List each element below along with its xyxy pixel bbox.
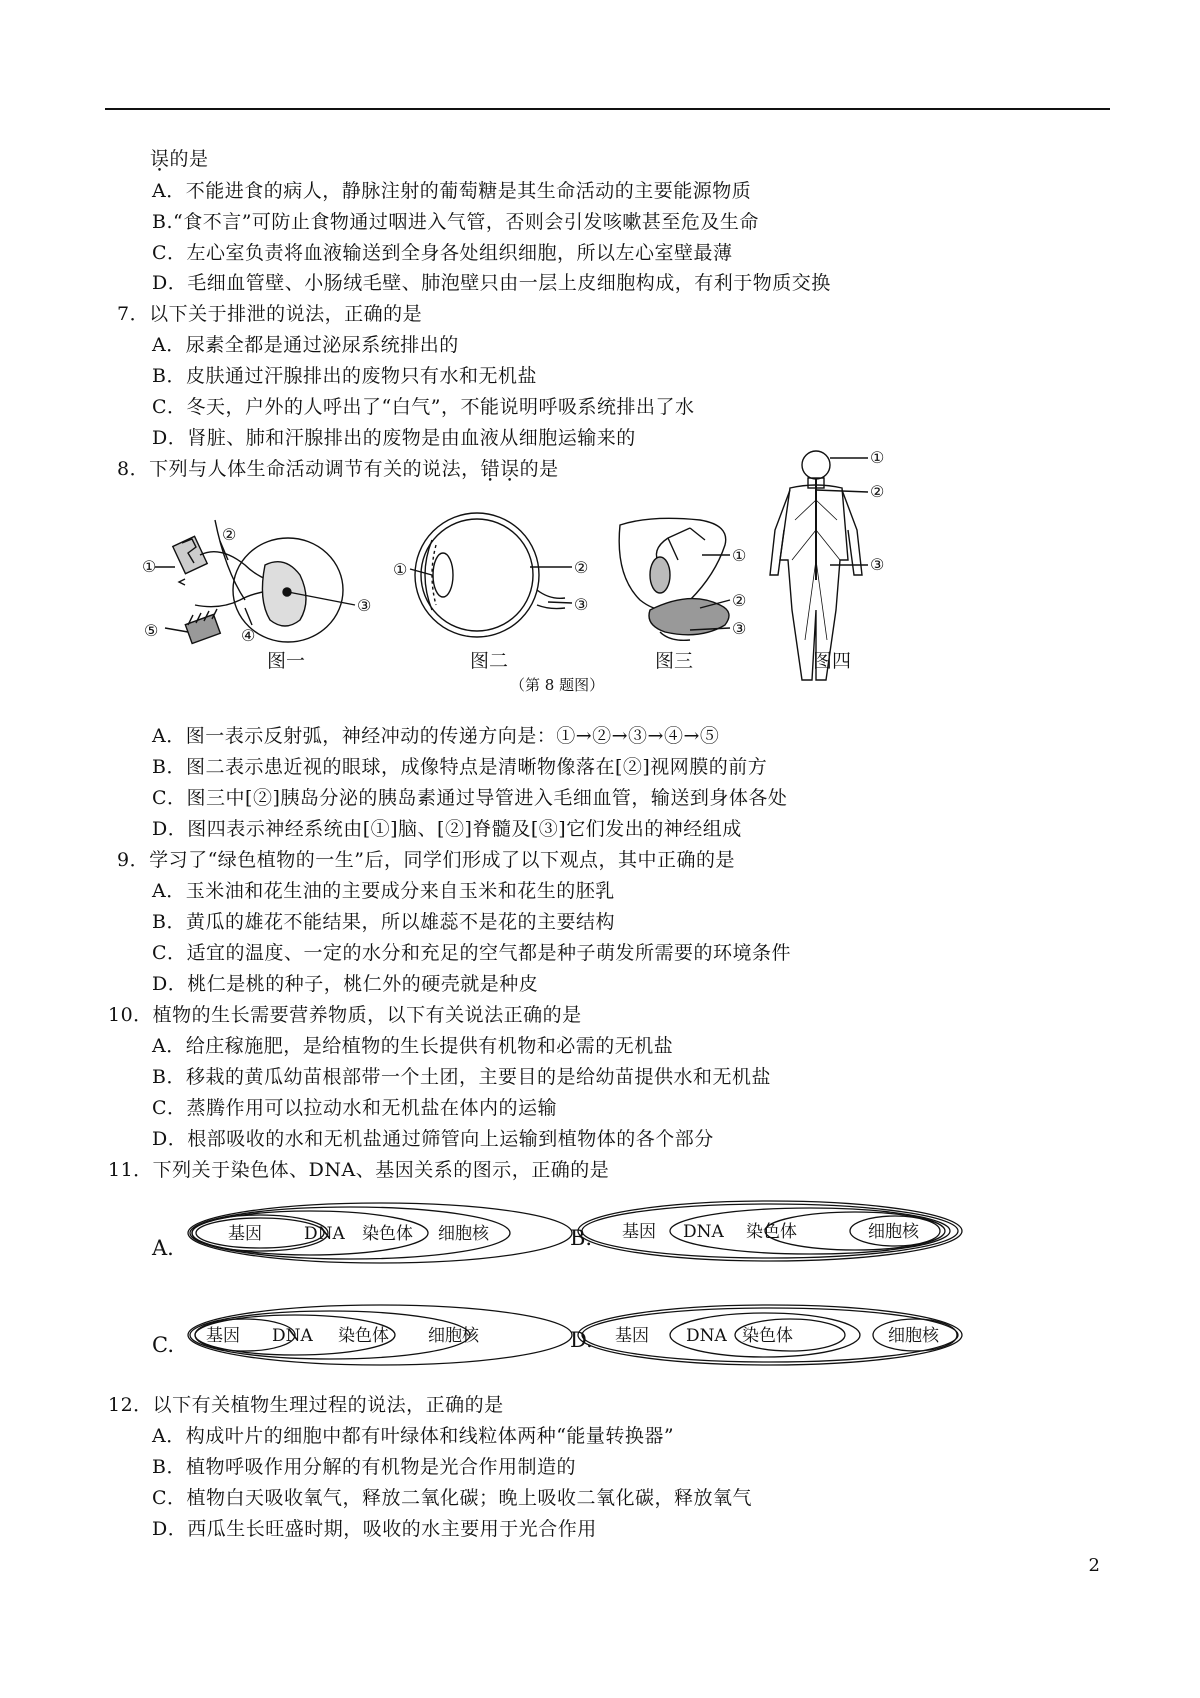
emphasis-char: 误 [150,148,170,170]
q9-option-d: D．桃仁是桃的种子，桃仁外的硬壳就是种皮 [152,973,539,995]
figure-caption: （第 8 题图） [510,676,605,694]
q10-option-b: B．移栽的黄瓜幼苗根部带一个土团，主要目的是给幼苗提供水和无机盐 [152,1066,771,1088]
fig4-label: 图四 [813,650,852,672]
emphasis-char: 误 [500,458,520,480]
q10-option-c: C．蒸腾作用可以拉动水和无机盐在体内的运输 [152,1097,558,1119]
fig1-marker-3: ③ [357,596,372,615]
eyeball-figure [410,513,572,637]
option-d-letter: D. [570,1328,593,1352]
fig3-marker-3: ③ [732,619,747,638]
q6-option-b: B.“食不言”可防止食物通过咽进入气管，否则会引发咳嗽甚至危及生命 [152,211,759,233]
liver-pancreas-figure [619,518,730,640]
q8-option-d: D．图四表示神经系统由[①]脑、[②]脊髓及[③]它们发出的神经组成 [152,818,742,840]
d-chromosome-label: 染色体 [742,1326,793,1346]
q12-option-d: D．西瓜生长旺盛时期，吸收的水主要用于光合作用 [152,1518,597,1540]
q12-option-b: B．植物呼吸作用分解的有机物是光合作用制造的 [152,1456,576,1478]
q8-figures [0,0,1200,700]
fig2-label: 图二 [470,650,509,672]
fig4-marker-2: ② [870,482,885,501]
b-chromosome-label: 染色体 [746,1222,797,1242]
page-number: 2 [1088,1555,1100,1576]
q12-option-c: C．植物白天吸收氧气，释放二氧化碳；晚上吸收二氧化碳，释放氧气 [152,1487,753,1509]
q7-option-b: B．皮肤通过汗腺排出的废物只有水和无机盐 [152,365,537,387]
d-gene-label: 基因 [615,1326,649,1346]
q12-option-a: A．构成叶片的细胞中都有叶绿体和线粒体两种“能量转换器” [152,1425,675,1447]
a-gene-label: 基因 [228,1224,262,1244]
q9-stem: 9．学习了“绿色植物的一生”后，同学们形成了以下观点，其中正确的是 [117,849,736,871]
q8-stem: 8．下列与人体生命活动调节有关的说法，错误的是 [117,458,559,480]
option-c-letter: C. [152,1333,174,1357]
a-chromosome-label: 染色体 [362,1224,413,1244]
fig1-marker-1: ① [142,557,157,576]
option-b-letter: B. [570,1226,593,1250]
q11-diagrams [0,1195,1200,1370]
q7-stem: 7．以下关于排泄的说法，正确的是 [117,303,423,325]
q8-option-a: A．图一表示反射弧，神经冲动的传递方向是：①→②→③→④→⑤ [152,725,720,747]
q7-option-c: C．冬天，户外的人呼出了“白气”，不能说明呼吸系统排出了水 [152,396,695,418]
d-nucleus-label: 细胞核 [888,1326,939,1346]
fig1-label: 图一 [267,650,306,672]
fig3-marker-2: ② [732,591,747,610]
fig3-label: 图三 [655,650,694,672]
a-dna-label: DNA [304,1224,345,1244]
fig1-marker-4: ④ [241,626,256,645]
q10-stem: 10．植物的生长需要营养物质，以下有关说法正确的是 [108,1004,582,1026]
a-nucleus-label: 细胞核 [438,1224,489,1244]
fig1-marker-5: ⑤ [144,621,159,640]
q6-stem-tail: 误的是 [150,148,209,170]
option-a-letter: A. [152,1236,174,1260]
fig2-marker-1: ① [393,560,408,579]
b-nucleus-label: 细胞核 [868,1222,919,1242]
b-gene-label: 基因 [622,1222,656,1242]
q11-stem: 11．下列关于染色体、DNA、基因关系的图示，正确的是 [108,1159,610,1181]
q9-option-c: C．适宜的温度、一定的水分和充足的空气都是种子萌发所需要的环境条件 [152,942,792,964]
nervous-system-figure [770,451,868,680]
fig2-marker-2: ② [574,558,589,577]
b-dna-label: DNA [683,1222,724,1242]
q7-option-d: D．肾脏、肺和汗腺排出的废物是由血液从细胞运输来的 [152,427,636,449]
c-chromosome-label: 染色体 [338,1326,389,1346]
q12-stem: 12．以下有关植物生理过程的说法，正确的是 [108,1394,504,1416]
q10-option-a: A．给庄稼施肥，是给植物的生长提供有机物和必需的无机盐 [152,1035,674,1057]
fig4-marker-3: ③ [870,555,885,574]
q7-option-a: A．尿素全都是通过泌尿系统排出的 [152,334,459,356]
d-dna-label: DNA [686,1326,727,1346]
q9-option-b: B．黄瓜的雄花不能结果，所以雄蕊不是花的主要结构 [152,911,615,933]
q6-option-c: C．左心室负责将血液输送到全身各处组织细胞，所以左心室壁最薄 [152,242,733,264]
q6-option-a: A．不能进食的病人，静脉注射的葡萄糖是其生命活动的主要能源物质 [152,180,752,202]
fig3-marker-1: ① [732,546,747,565]
c-nucleus-label: 细胞核 [428,1326,479,1346]
c-dna-label: DNA [272,1326,313,1346]
q8-option-b: B．图二表示患近视的眼球，成像特点是清晰物像落在[②]视网膜的前方 [152,756,768,778]
fig1-marker-2: ② [222,525,237,544]
q10-option-d: D．根部吸收的水和无机盐通过筛管向上运输到植物体的各个部分 [152,1128,714,1150]
q6-option-d: D．毛细血管壁、小肠绒毛壁、肺泡壁只由一层上皮细胞构成，有利于物质交换 [152,272,831,294]
q8-option-c: C．图三中[②]胰岛分泌的胰岛素通过导管进入毛细血管，输送到身体各处 [152,787,788,809]
fig4-marker-1: ① [870,448,885,467]
c-gene-label: 基因 [206,1326,240,1346]
emphasis-char: 错 [480,458,501,480]
fig2-marker-3: ③ [574,595,589,614]
reflex-arc-figure [155,520,355,644]
q9-option-a: A．玉米油和花生油的主要成分来自玉米和花生的胚乳 [152,880,615,902]
